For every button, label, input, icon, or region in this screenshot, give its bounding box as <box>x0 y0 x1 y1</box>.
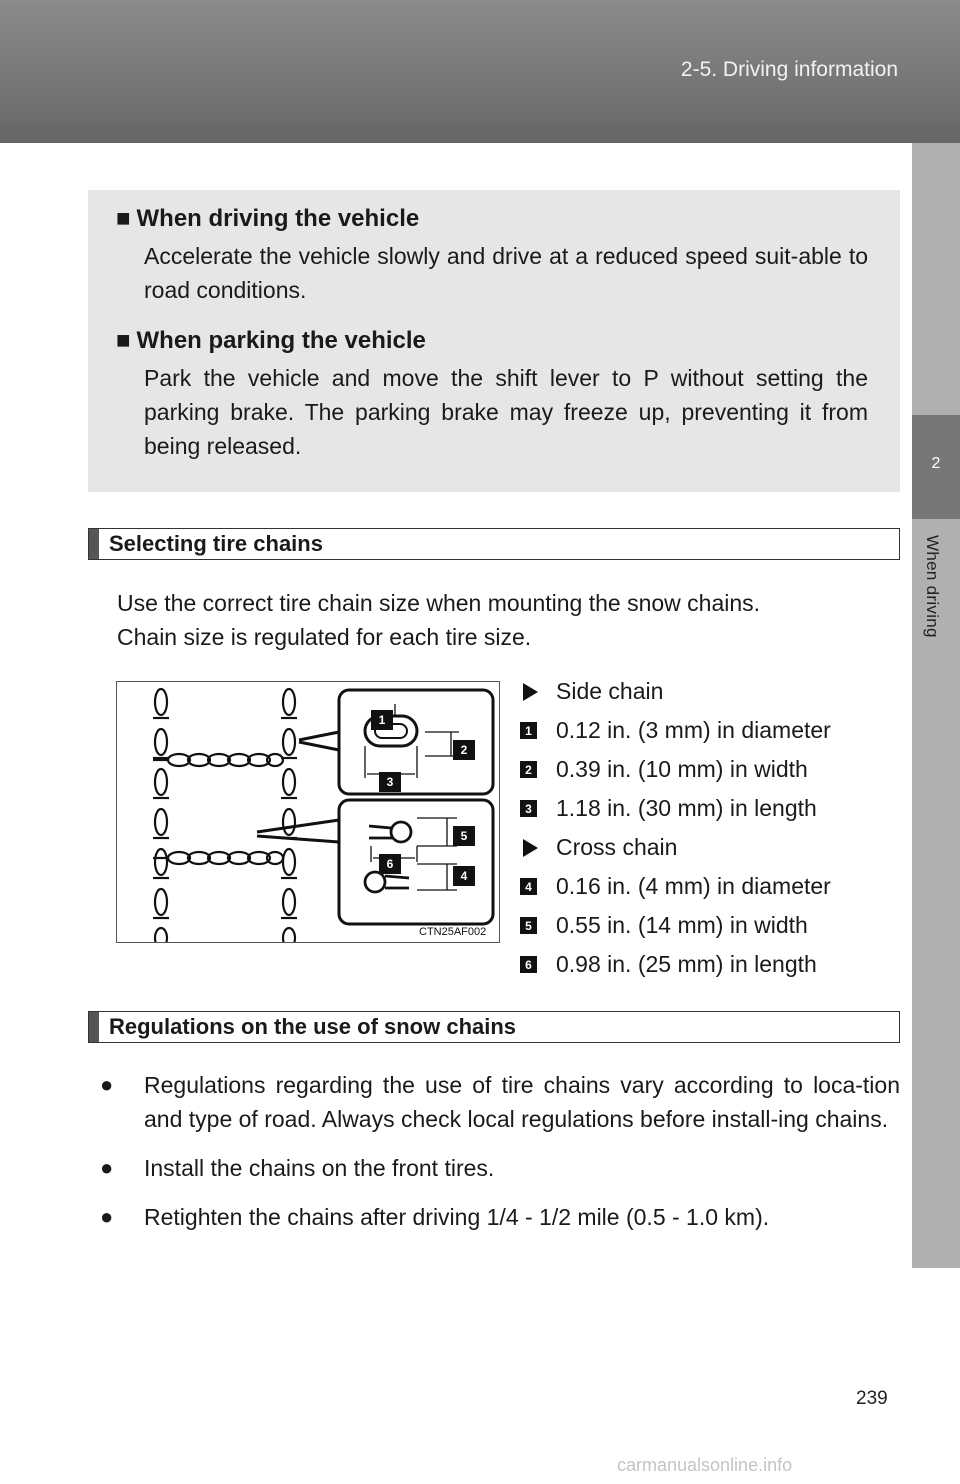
spec-row: 6 0.98 in. (25 mm) in length <box>520 945 900 984</box>
number-4-icon: 4 <box>520 878 537 895</box>
cross-chain-upper <box>153 754 283 766</box>
list-item: ● Retighten the chains after driving 1/4 - 1/2 mile (0.5 - 1.0 km). <box>100 1200 900 1234</box>
note-body: Park the vehicle and move the shift lever to P without setting the parking brake. The parking brake may freeze up, preventing it from being released. <box>144 365 868 459</box>
tire-chain-diagram <box>116 681 500 943</box>
list-item: ● Regulations regarding the use of tire chains vary according to loca-tion and type of road. Always check local regulations before install-ing chains. <box>100 1068 900 1136</box>
number-2-icon: 2 <box>520 761 537 778</box>
bullet-dot-icon: ● <box>100 1155 114 1180</box>
note-body: Accelerate the vehicle slowly and drive at a reduced speed suit-able to road conditions. <box>144 243 868 303</box>
callout-2: 2 <box>453 740 475 760</box>
header-band <box>0 0 960 143</box>
spec-row: 4 0.16 in. (4 mm) in diameter <box>520 867 900 906</box>
note-item <box>116 326 868 463</box>
bullet-dot-icon: ● <box>100 1204 114 1229</box>
spec-row: 1 0.12 in. (3 mm) in diameter <box>520 711 900 750</box>
figure-code: CTN25AF002 <box>419 926 487 938</box>
spec-row: 5 0.55 in. (14 mm) in width <box>520 906 900 945</box>
cross-chain-lower <box>153 852 283 864</box>
number-5-icon: 5 <box>520 917 537 934</box>
number-1-icon: 1 <box>520 722 537 739</box>
note-heading: ■ When parking the vehicle <box>116 327 426 354</box>
section-title: 2-5. Driving information <box>680 58 898 81</box>
chapter-label: When driving <box>923 535 942 638</box>
callout-4: 4 <box>453 866 475 886</box>
page-number: 239 <box>856 1388 888 1409</box>
watermark: carmanualsonline.info <box>617 1455 793 1475</box>
spec-row: 2 0.39 in. (10 mm) in width <box>520 750 900 789</box>
side-chain-left <box>153 689 169 943</box>
square-bullet-icon: ■ <box>116 205 131 232</box>
chain-illustration <box>117 682 500 943</box>
callout-6: 6 <box>379 854 401 874</box>
section-heading-tire-chains: Selecting tire chains <box>88 528 900 560</box>
side-chain-right <box>281 689 297 943</box>
cross-chain-detail-box <box>339 800 493 924</box>
callout-5: 5 <box>453 826 475 846</box>
callout-3: 3 <box>379 772 401 792</box>
note-heading: ■ When driving the vehicle <box>116 205 420 232</box>
triangle-bullet-icon <box>523 839 538 857</box>
spec-row-cross-chain: Cross chain <box>520 828 900 867</box>
callout-1: 1 <box>371 710 393 730</box>
note-item <box>116 204 868 307</box>
paragraph-line: Use the correct tire chain size when mounting the snow chains. <box>117 590 761 616</box>
square-bullet-icon: ■ <box>116 327 131 354</box>
side-tab-strip <box>912 143 960 1268</box>
chapter-number-tab: 2 <box>912 415 960 519</box>
paragraph-line: Chain size is regulated for each tire size. <box>117 624 532 650</box>
spec-row-side-chain: Side chain <box>520 672 900 711</box>
number-3-icon: 3 <box>520 800 537 817</box>
side-chains <box>153 689 297 943</box>
regulations-list <box>100 1068 900 1249</box>
spec-row: 3 1.18 in. (30 mm) in length <box>520 789 900 828</box>
number-6-icon: 6 <box>520 956 537 973</box>
section-heading-regulations: Regulations on the use of snow chains <box>88 1011 900 1043</box>
chain-spec-list <box>520 672 900 984</box>
info-note-box <box>88 190 900 492</box>
triangle-bullet-icon <box>523 683 538 701</box>
list-item: ● Install the chains on the front tires. <box>100 1151 900 1185</box>
bullet-dot-icon: ● <box>100 1072 114 1097</box>
